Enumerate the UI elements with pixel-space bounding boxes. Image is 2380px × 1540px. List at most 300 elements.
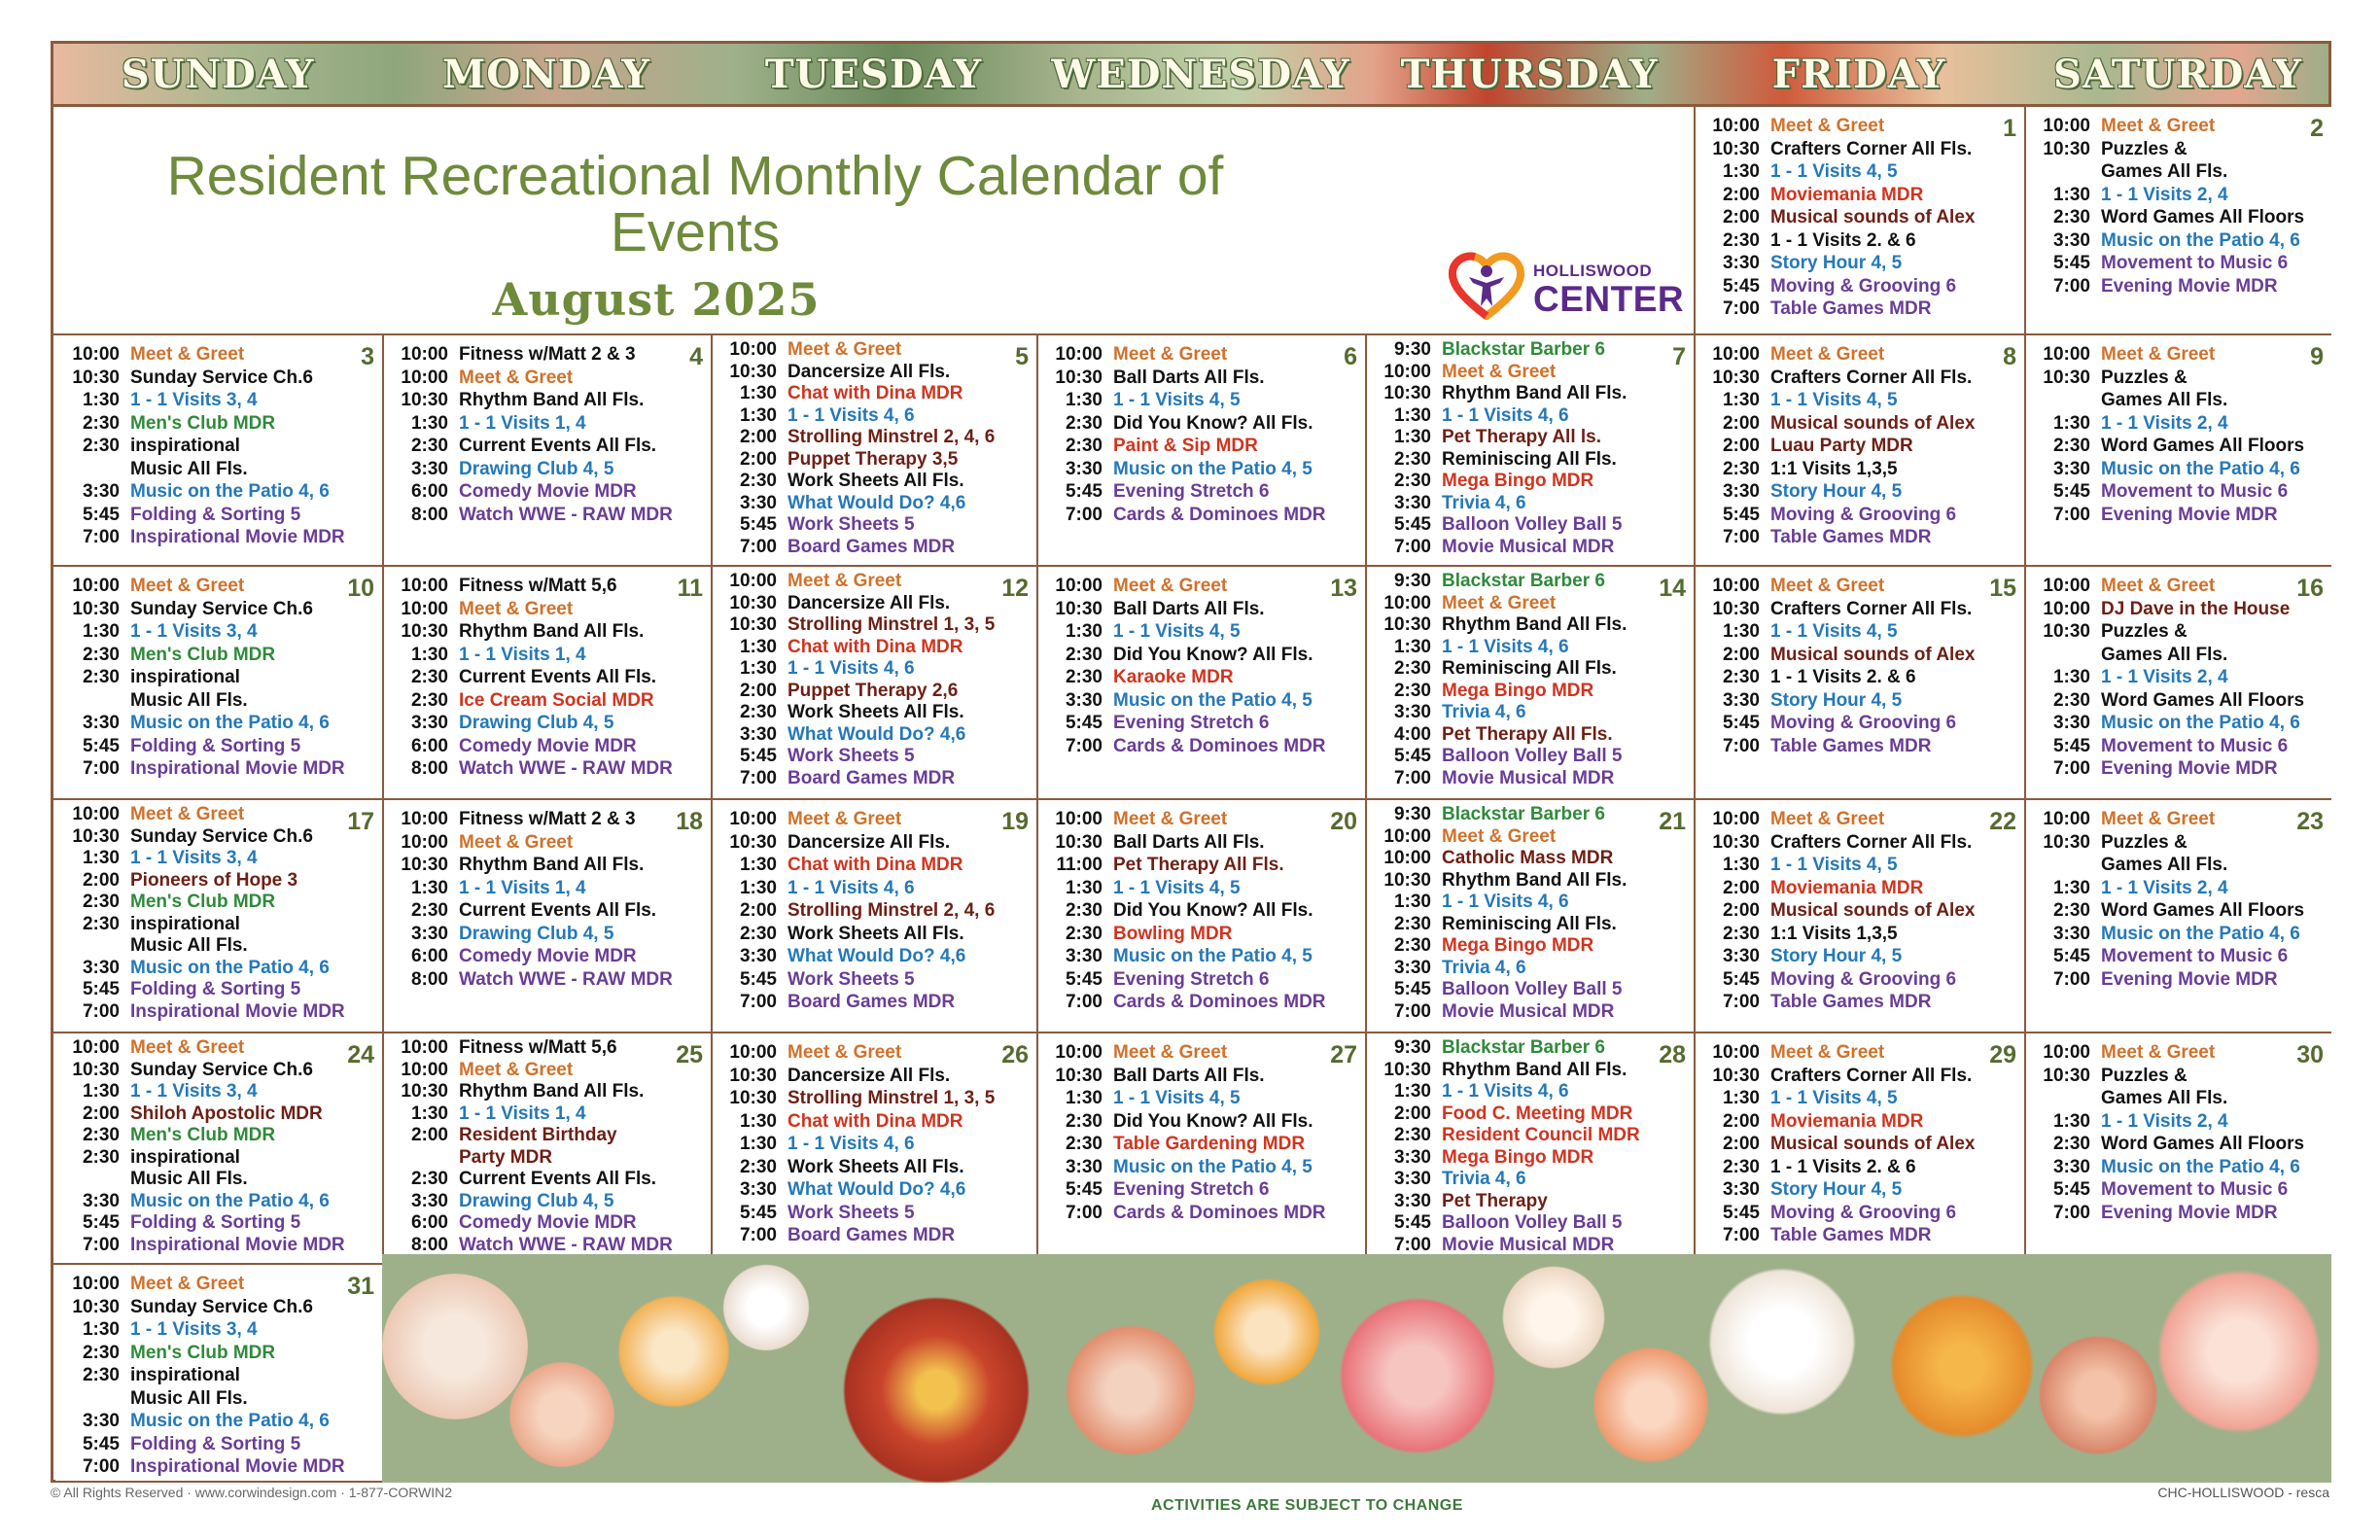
event-row [715,339,995,362]
event-name: Evening Stretch 6 [1113,713,1270,733]
event-time: 10:00 [2043,1042,2090,1063]
event-time: 5:45 [1065,968,1102,990]
event-row [386,504,673,527]
event-name: Evening Movie MDR [2101,1202,2278,1223]
event-time: 2:30 [1393,913,1431,934]
event-time: 2:30 [82,913,120,934]
event-time: 1:30 [739,877,777,898]
event-time: 2:30 [739,923,777,944]
event-row [2028,343,2304,367]
event-name: Strolling Minstrel 1, 3, 5 [788,614,996,635]
event-list [1040,1041,1326,1224]
event-time: 5:45 [1393,979,1431,999]
event-row [1369,493,1627,515]
event-row [386,831,673,855]
event-time: 5:45 [2052,735,2090,756]
event-name: 1 - 1 Visits 4, 5 [1113,621,1241,642]
event-name: Chat with Dina MDR [788,855,963,875]
event-name: Reminiscing All Fls. [1442,448,1617,470]
event-row [57,958,345,980]
event-name: Mega Bingo MDR [1442,1146,1594,1168]
event-name: Food C. Meeting MDR [1442,1102,1633,1124]
event-row [1369,614,1627,637]
event-row [386,712,673,735]
event-name: 1 - 1 Visits 4, 6 [1442,636,1569,657]
event-row [57,914,345,936]
event-name: Dancersize All Fls. [788,831,951,853]
day-number: 22 [1989,808,2016,835]
event-time: 2:30 [82,1125,120,1145]
event-time: 7:00 [739,992,777,1012]
event-time: 3:30 [1393,1146,1431,1168]
event-row [1040,480,1326,504]
event-name: Puzzles & [2101,367,2188,388]
event-time: 7:00 [739,1225,777,1245]
event-name: Musical sounds of Alex [1770,644,1976,665]
event-name: 1 - 1 Visits 3, 4 [130,848,258,868]
event-name: Music on the Patio 4, 6 [2101,229,2300,251]
event-time: 7:00 [82,1234,120,1255]
event-list [2028,115,2304,298]
event-list [2028,1041,2304,1224]
weekday-saturday: SATURDAY [2053,51,2302,97]
event-name: Chat with Dina MDR [788,1110,963,1132]
event-list [1040,343,1326,526]
event-name: Meet & Greet [788,571,902,591]
event-time: 3:30 [1393,957,1431,978]
day-number: 12 [1001,575,1029,602]
event-time: 1:30 [739,383,777,403]
event-row [57,826,345,849]
event-name: Folding & Sorting 5 [130,735,301,756]
event-time: 10:30 [1712,831,1760,853]
event-name: 1 - 1 Visits 4, 5 [1770,621,1898,642]
event-name: Work Sheets 5 [788,746,915,766]
event-row [1369,383,1627,405]
event-name: 1 - 1 Visits 4, 5 [1113,877,1241,898]
event-name: Movement to Music 6 [2101,253,2289,273]
event-name: Meet & Greet [1442,592,1557,613]
event-row [57,1081,345,1103]
event-row [715,658,995,681]
day-cell-27 [1038,1033,1365,1263]
event-row [1040,689,1326,713]
event-name: Movement to Music 6 [2101,946,2289,966]
event-time: 2:30 [1722,667,1760,687]
event-row [2028,923,2304,946]
day-cell-29 [1696,1033,2024,1263]
event-time: 5:45 [1065,1179,1102,1200]
event-row [57,1410,345,1433]
event-time: 10:30 [1383,614,1431,635]
event-name: Current Events All Fls. [459,667,657,687]
event-row [1369,702,1627,724]
event-row [57,1037,345,1060]
event-row [1698,877,1975,900]
event-name: Music on the Patio 4, 6 [130,1411,330,1431]
event-name: Ball Darts All Fls. [1113,831,1265,853]
event-name: Evening Movie MDR [2101,275,2278,297]
day-number: 5 [1015,343,1029,370]
event-time: 3:30 [1722,946,1760,966]
event-name: Music on the Patio 4, 5 [1113,689,1312,711]
event-time: 3:30 [2052,229,2090,251]
event-time: 1:30 [82,621,120,642]
event-row [1369,1147,1640,1170]
event-time: 1:30 [1722,390,1760,410]
event-time: 2:30 [1065,900,1102,921]
day-cell-12 [713,567,1036,798]
event-row [715,724,995,747]
event-row [715,1065,995,1088]
grid-line [53,798,2331,800]
event-time: 10:00 [2043,598,2090,619]
event-row [2028,1133,2304,1156]
event-row [715,808,995,831]
event-row [57,1273,345,1296]
event-row [2028,757,2304,781]
event-time: 2:30 [1065,1110,1102,1132]
event-name: Movement to Music 6 [2101,735,2289,756]
event-name: Moviemania MDR [1770,877,1924,898]
event-row [1040,1202,1326,1225]
event-row [386,644,673,667]
event-name: Ball Darts All Fls. [1113,598,1265,619]
event-time: 10:00 [2043,576,2090,596]
event-row [57,1060,345,1082]
event-time: 3:30 [82,713,120,733]
event-name: Inspirational Movie MDR [130,758,345,779]
event-name: Blackstar Barber 6 [1442,571,1605,591]
event-time: 1:30 [2052,667,2090,687]
event-name: Men's Club MDR [130,644,276,665]
event-row [57,575,345,598]
event-time: 3:30 [1393,1190,1431,1211]
event-row [1369,746,1627,768]
event-name: Work Sheets 5 [788,514,915,535]
event-row [1369,1081,1640,1103]
event-row [386,1103,673,1126]
event-name: Chat with Dina MDR [788,383,963,403]
event-row [2028,160,2304,184]
event-row [57,1342,345,1365]
event-row [715,1224,995,1247]
event-time: 1:30 [2052,412,2090,434]
event-time: 5:45 [1393,514,1431,535]
day-cell-9 [2026,335,2331,565]
event-name: Meet & Greet [788,1042,902,1063]
event-name: Pioneers of Hope 3 [130,869,298,891]
event-time: 10:30 [729,1088,777,1108]
event-name: 1:1 Visits 1,3,5 [1770,458,1898,479]
event-name: Rhythm Band All Fls. [459,390,645,410]
event-row [57,870,345,892]
event-name: Meet & Greet [788,339,902,360]
event-time: 2:30 [1722,923,1760,944]
event-row [715,746,995,768]
event-name: Story Hour 4, 5 [1770,689,1903,711]
event-row [2028,1041,2304,1065]
event-time: 1:30 [1065,1088,1102,1108]
event-row [715,768,995,790]
event-name: Moving & Grooving 6 [1770,968,1957,990]
event-time: 5:45 [2052,1179,2090,1200]
event-time: 5:45 [1065,713,1102,733]
event-name: 1 - 1 Visits 4, 6 [788,404,915,426]
event-name: Strolling Minstrel 2, 4, 6 [788,900,996,921]
event-time: 1:30 [1722,855,1760,875]
day-number: 15 [1989,575,2016,602]
event-name: Meet & Greet [459,1059,574,1080]
event-time: 5:45 [82,1212,120,1233]
event-name: Movie Musical MDR [1442,767,1615,788]
event-time: 3:30 [82,1411,120,1431]
event-time: 7:00 [2052,504,2090,525]
event-time: 2:00 [1722,436,1760,456]
event-row [1040,1178,1326,1202]
event-time: 10:30 [401,1081,448,1102]
event-name: 1:1 Visits 1,3,5 [1770,923,1898,944]
event-row [386,899,673,923]
event-row [1698,620,1975,644]
event-name: Crafters Corner All Fls. [1770,598,1973,619]
event-row [1040,435,1326,458]
event-name: Inspirational Movie MDR [130,1234,345,1255]
event-time: 2:00 [82,1102,120,1124]
event-row [1698,343,1975,367]
day-cell-15 [1696,567,2024,798]
event-row [715,593,995,615]
event-time: 5:45 [82,1433,120,1454]
event-time: 7:00 [1722,1225,1760,1245]
day-number: 7 [1672,343,1686,370]
event-name: inspirational [130,913,240,934]
event-name: Current Events All Fls. [459,436,657,456]
event-time: 10:30 [2043,138,2090,159]
event-time: 10:00 [2043,344,2090,365]
event-name: Rhythm Band All Fls. [459,1081,645,1102]
event-row [1369,1212,1640,1235]
event-row [1698,115,1975,138]
event-row [1040,1041,1326,1065]
event-time: 3:30 [2052,458,2090,479]
event-row [1369,1060,1640,1082]
event-time: 2:30 [739,471,777,491]
event-time: 7:00 [1393,1000,1431,1022]
event-time: 1:30 [410,412,448,434]
event-list [1369,339,1627,558]
event-row [2028,712,2304,735]
event-time: 7:00 [1722,992,1760,1012]
event-name: Ball Darts All Fls. [1113,367,1265,388]
event-name: Karaoke MDR [1113,667,1234,687]
event-name: Meet & Greet [459,367,574,388]
event-name: 1 - 1 Visits 3, 4 [130,621,258,642]
event-time: 10:00 [2043,116,2090,136]
event-time: 2:30 [1393,1125,1431,1145]
event-row [386,689,673,713]
event-list [57,1037,345,1256]
event-name: Shiloh Apostolic MDR [130,1102,323,1124]
event-time: 8:00 [410,1234,448,1255]
grid-line [1694,107,1696,1265]
event-time: 5:45 [2052,253,2090,273]
event-row [715,493,995,515]
event-name: Meet & Greet [2101,809,2216,829]
event-row [1369,979,1627,1001]
event-time: 2:00 [739,427,777,447]
day-cell-18 [384,800,711,1032]
event-time: 2:00 [1722,644,1760,665]
event-time: 10:00 [72,1274,120,1294]
event-list [386,575,673,781]
event-row [1369,593,1627,615]
event-row [386,1235,673,1257]
event-name: Rhythm Band All Fls. [1442,869,1628,891]
event-row [2028,1087,2304,1110]
event-list [1698,115,1975,321]
event-name: Inspirational Movie MDR [130,1456,345,1477]
event-time: 10:00 [401,367,448,388]
event-name: Meet & Greet [2101,576,2216,596]
event-name: Meet & Greet [130,1274,245,1294]
event-name: Word Games All Floors [2101,1134,2305,1154]
event-row [1698,945,1975,968]
event-row [386,877,673,900]
event-name: Board Games MDR [788,1225,956,1245]
event-name: 1 - 1 Visits 1, 4 [459,644,586,665]
event-time: 3:30 [82,957,120,978]
event-row [1698,644,1975,667]
day-number: 31 [347,1273,374,1300]
event-name: Meet & Greet [1770,344,1885,365]
event-time: 7:00 [2052,1202,2090,1223]
event-time: 2:30 [410,436,448,456]
event-name: Word Games All Floors [2101,436,2305,456]
event-name: Meet & Greet [1770,576,1885,596]
page-title: Resident Recreational Monthly Calendar of Events [166,145,1224,263]
event-row [1698,854,1975,877]
heart-person-icon [1448,250,1525,320]
event-name: Comedy Movie MDR [459,735,637,756]
event-time: 7:00 [2052,275,2090,297]
event-name: Meet & Greet [788,809,902,829]
event-name: Work Sheets 5 [788,968,915,990]
event-name: Rhythm Band All Fls. [1442,614,1628,635]
event-time: 3:30 [410,713,448,733]
event-time: 5:45 [2052,946,2090,966]
event-row [2028,945,2304,968]
event-row [386,412,673,436]
event-name: Music All Fls. [130,1169,248,1189]
event-name: Evening Movie MDR [2101,758,2278,779]
event-time: 1:30 [1393,1081,1431,1102]
event-time: 9:30 [1393,339,1431,360]
day-number: 20 [1330,808,1357,835]
event-time: 2:30 [1722,229,1760,251]
event-name: Moviemania MDR [1770,184,1924,205]
event-name: Cards & Dominoes MDR [1113,504,1326,525]
event-row [57,735,345,758]
event-name: Reminiscing All Fls. [1442,658,1617,679]
event-row [1698,1202,1975,1225]
event-name: Strolling Minstrel 2, 4, 6 [788,427,996,447]
event-time: 10:30 [729,614,777,635]
event-row [1369,1001,1627,1024]
event-row [1369,681,1627,703]
event-list [1698,808,1975,1014]
event-name: Crafters Corner All Fls. [1770,1065,1973,1086]
event-row [1698,389,1975,412]
event-row [715,427,995,449]
event-name: inspirational [130,1146,240,1168]
event-row [57,458,345,481]
event-time: 10:30 [2043,1065,2090,1086]
event-name: Puzzles & [2101,1065,2188,1086]
day-cell-22 [1696,800,2024,1032]
event-row [715,1110,995,1134]
event-row [57,804,345,826]
event-time: 10:30 [1712,138,1760,159]
event-time: 2:30 [1393,680,1431,701]
event-name: Sunday Service Ch.6 [130,598,313,619]
event-name: Pet Therapy [1442,1190,1548,1211]
event-name: Meet & Greet [1770,116,1885,136]
event-name: Fitness w/Matt 2 & 3 [459,344,636,365]
event-row [386,575,673,598]
event-time: 1:30 [1722,1088,1760,1108]
event-time: 10:30 [401,855,448,875]
event-row [715,1041,995,1065]
event-row [715,1156,995,1179]
event-time: 11:00 [1056,855,1102,875]
event-name: Moving & Grooving 6 [1770,275,1957,297]
event-row [1040,1065,1326,1088]
event-name: Sunday Service Ch.6 [130,367,313,388]
event-time: 1:30 [739,636,777,657]
event-row [1698,1087,1975,1110]
event-name: Rhythm Band All Fls. [459,855,645,875]
event-time: 5:45 [82,979,120,999]
event-time: 7:00 [1722,735,1760,756]
event-row [386,757,673,781]
event-name: 1 - 1 Visits 2, 4 [2101,412,2228,434]
footer-notice: ACTIVITIES ARE SUBJECT TO CHANGE [1151,1497,1463,1514]
day-number: 26 [1001,1041,1029,1068]
event-row [1040,666,1326,689]
event-name: 1 - 1 Visits 4, 6 [788,1134,915,1154]
day-cell-5 [713,335,1036,565]
event-name: Watch WWE - RAW MDR [459,968,673,990]
event-row [1040,968,1326,992]
event-name: Folding & Sorting 5 [130,979,301,999]
event-time: 3:30 [1722,253,1760,273]
event-time: 2:00 [1722,1134,1760,1154]
event-row [57,892,345,914]
event-row [57,1455,345,1479]
event-row [1698,1065,1975,1088]
event-time: 2:30 [1393,935,1431,956]
event-name: Games All Fls. [2101,644,2228,665]
event-time: 2:30 [82,667,120,687]
event-row [1369,804,1627,826]
event-row [386,458,673,481]
event-name: 1 - 1 Visits 4, 5 [1770,855,1898,875]
event-time: 2:30 [82,1365,120,1385]
event-row [386,945,673,968]
event-name: inspirational [130,667,240,687]
event-name: 1 - 1 Visits 3, 4 [130,1319,258,1340]
